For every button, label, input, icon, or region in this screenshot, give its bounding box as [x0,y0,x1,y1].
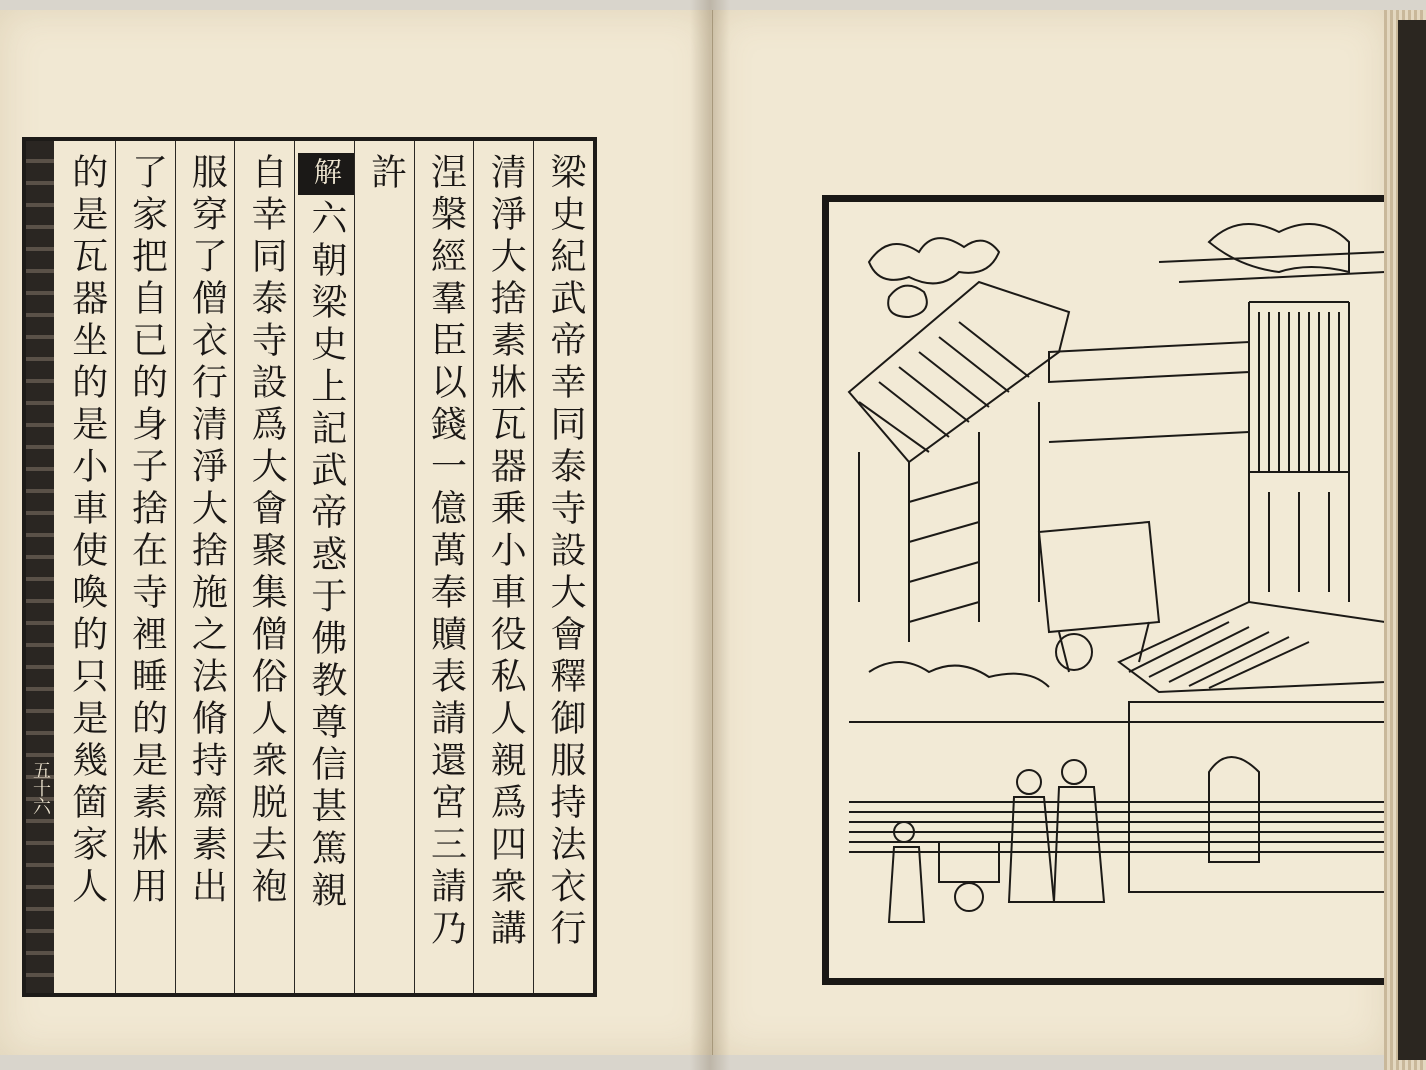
text-column-3 [414,141,474,993]
column-text: 涅槃經羣臣以錢一億萬奉贖表請還宮三請乃 [425,153,467,951]
text-block [22,137,597,997]
text-column-1 [533,141,593,993]
servant-figure [889,847,924,922]
tower-roof [1159,252,1385,282]
column-text: 梁史紀武帝幸同泰寺設大會釋御服持法衣行 [545,153,586,951]
platform [1129,702,1385,892]
column-text: 自幸同泰寺設爲大會聚集僧俗人衆脱去袍 [246,153,288,909]
column-text: 六朝梁史上記武帝惑于佛教尊信甚篤親 [305,199,347,913]
cloud-shape [869,238,999,283]
text-columns [56,141,593,993]
text-column-9 [56,141,115,993]
text-column-8 [115,141,175,993]
woodblock-illustration [822,195,1392,985]
text-column-6 [234,141,294,993]
column-text: 清淨大捨素牀瓦器乗小車役私人親爲四衆講 [485,153,527,951]
page-edge-strip [1398,20,1426,1060]
text-column-7 [175,141,235,993]
pavilion-roof [849,282,1069,462]
block-margin-strip [26,141,54,993]
margin-label: 五十六 [30,761,51,815]
column-text: 了家把自已的身子捨在寺裡睡的是素牀用 [126,153,168,909]
commentary-label: 解 [298,153,354,195]
left-page [0,10,713,1055]
hand-cart [939,842,999,882]
gate-door [1209,757,1259,862]
text-column-4 [354,141,414,993]
text-column-5 [294,141,354,993]
wall [1049,342,1249,382]
column-text: 的是瓦器坐的是小車使喚的只是幾箇家人 [66,153,108,909]
column-text: 許 [365,153,407,195]
cart-canopy [1039,522,1159,632]
illustration-drawing [829,202,1385,978]
column-text: 服穿了僧衣行清淨大捨施之法脩持齋素出 [186,153,228,909]
text-column-2 [473,141,533,993]
figure-head [1017,770,1041,794]
